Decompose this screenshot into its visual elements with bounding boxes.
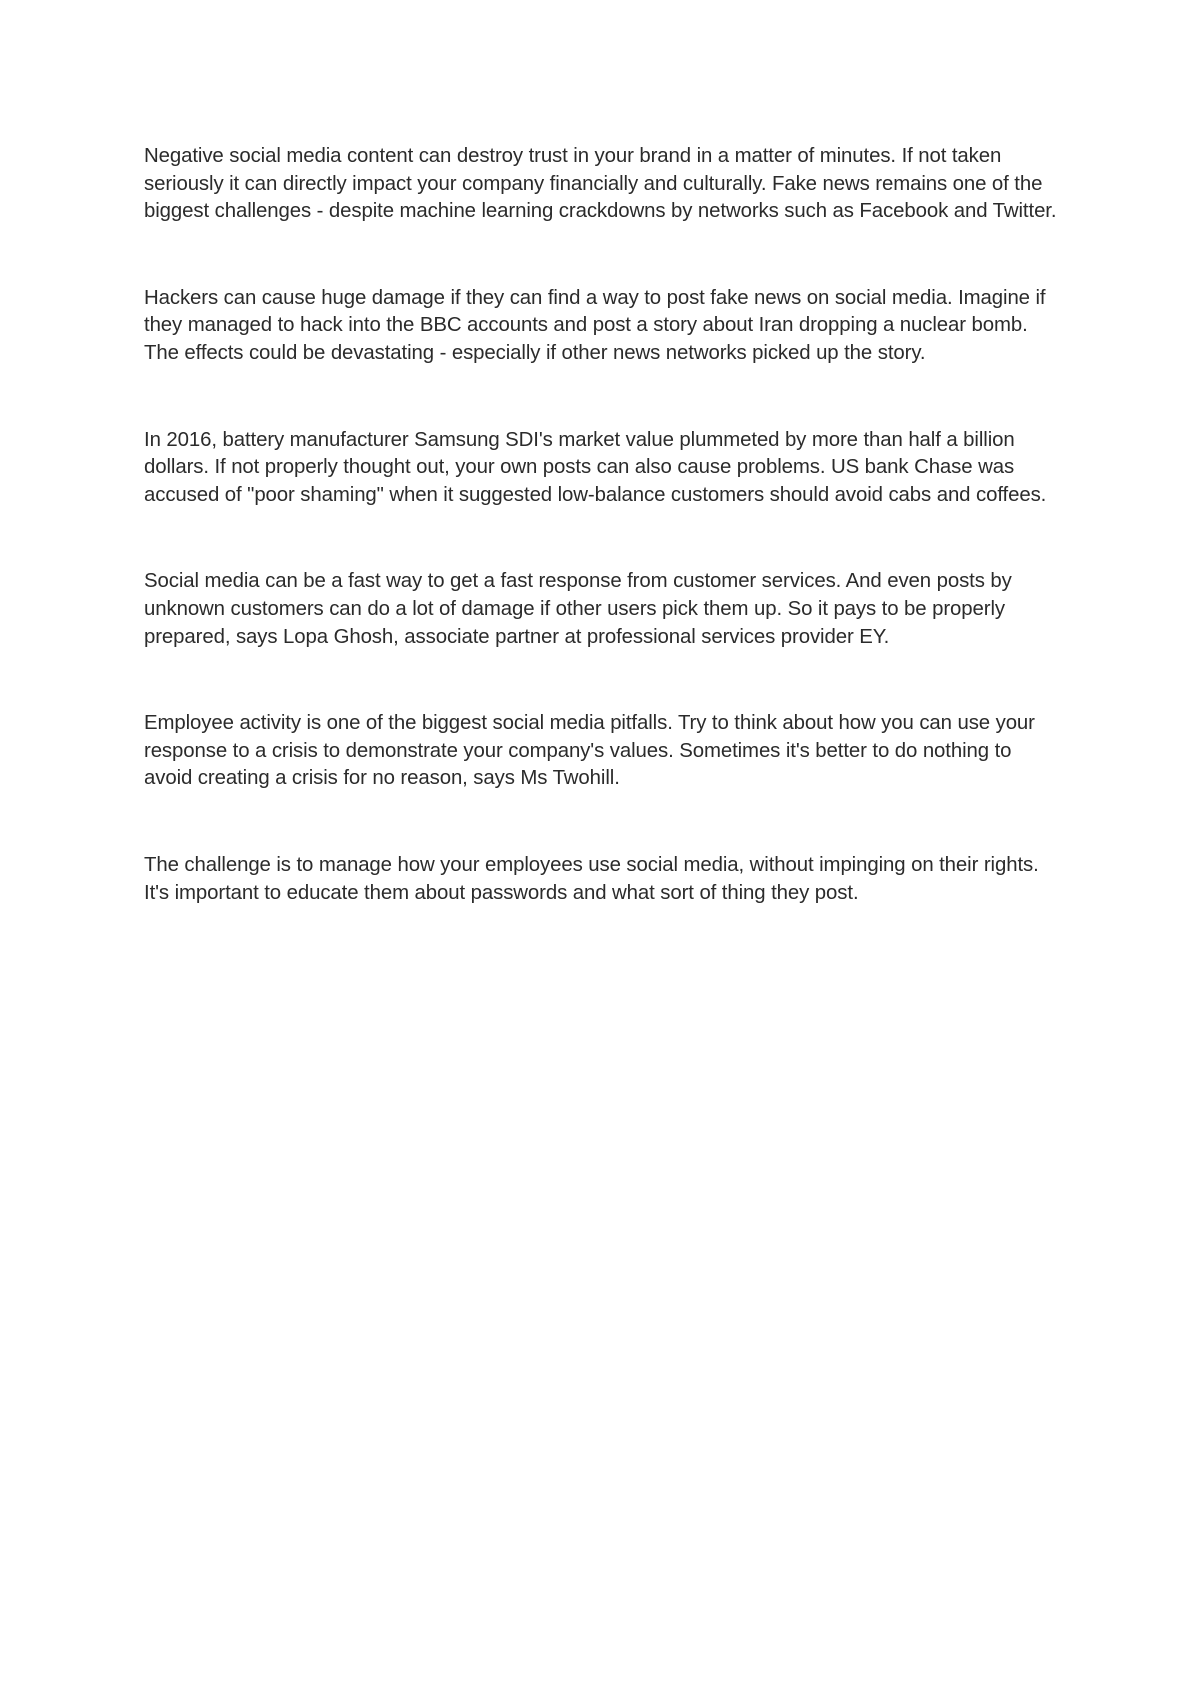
paragraph-negative-content: Negative social media content can destroy trust in your brand in a matter of minutes. If not taken seriously it can directly impact your company financially and culturally. Fake news remains one of the biggest challenges - despite machine learning crackdowns by networks such as Facebook and Twitter. [144, 145, 1057, 223]
paragraph-challenge: The challenge is to manage how your employees use social media, without impinging on their rights. It's important to educate them about passwords and what sort of thing they post. [144, 853, 1039, 904]
paragraph-employee-activity: Employee activity is one of the biggest social media pitfalls. Try to think about how you can use your response to a crisis to demonstrate your company's values. Sometimes it's better to do nothing to avoid creating a crisis for no reason, says Ms Twohill. [144, 712, 1035, 790]
paragraph-customer-services: Social media can be a fast way to get a fast response from customer services. And even posts by unknown customers can do a lot of damage if other users pick them up. So it pays to be properly prepared, says Lopa Ghosh, associate partner at professional services provider EY. [144, 570, 1012, 648]
paragraph-hackers: Hackers can cause huge damage if they can find a way to post fake news on social media. Imagine if they managed to hack into the BBC accounts and post a story about Iran dropping a nuclear bomb. The effects could be devastating - especially if other news networks picked up the story. [144, 286, 1046, 364]
document-body [144, 143, 1064, 907]
paragraph-samsung: In 2016, battery manufacturer Samsung SDI's market value plummeted by more than half a billion dollars. If not properly thought out, your own posts can also cause problems. US bank Chase was accused of "poor shaming" when it suggested low-balance customers should avoid cabs and coffees. [144, 428, 1047, 506]
